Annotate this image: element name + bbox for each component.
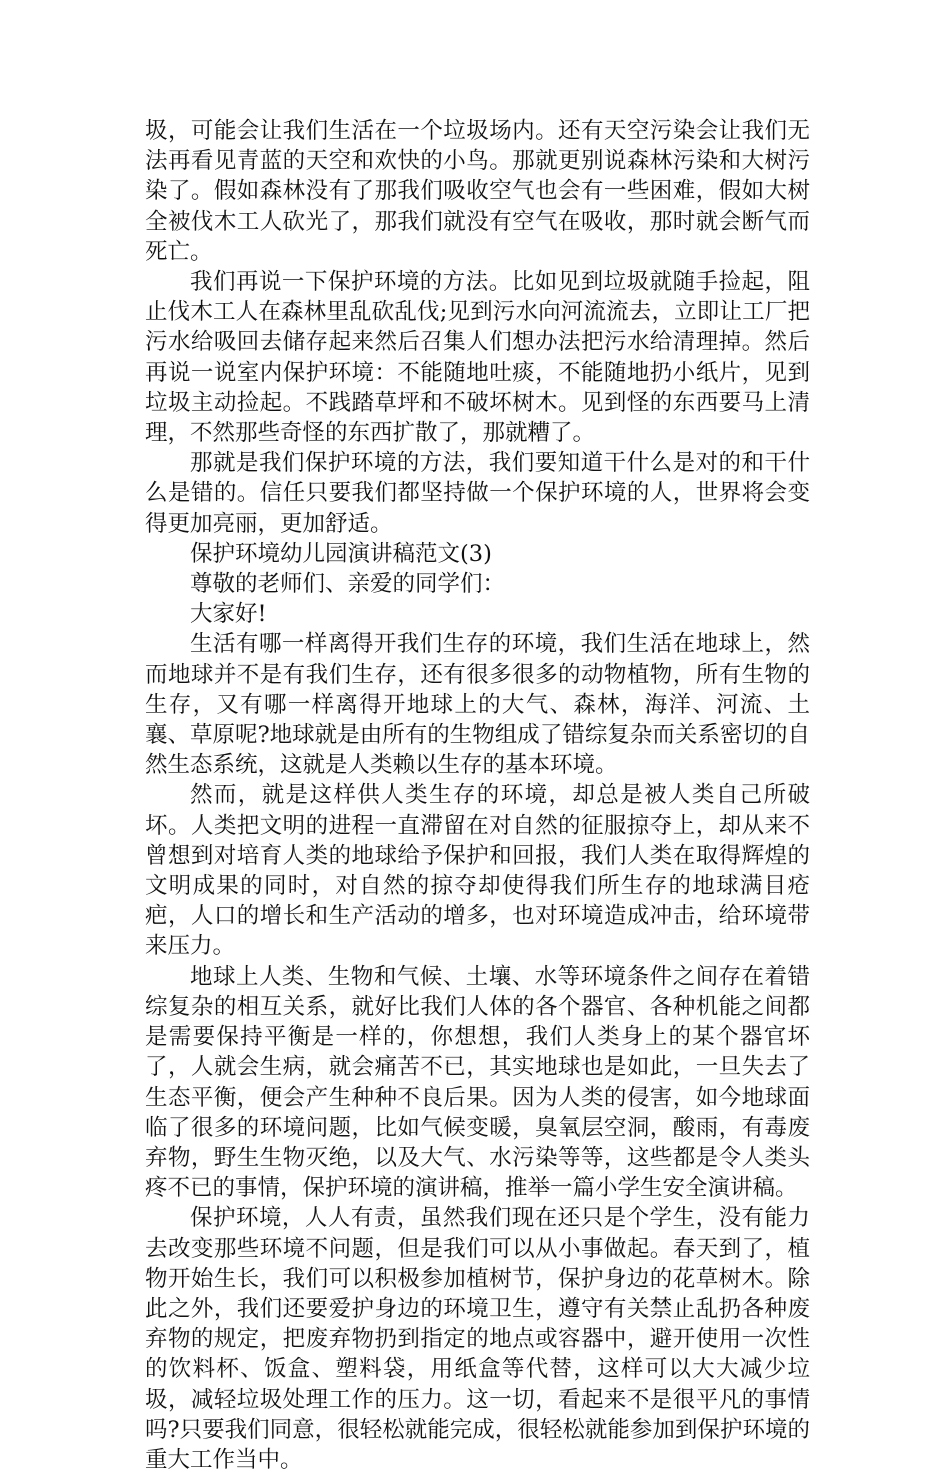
paragraph-protection-methods: 我们再说一下保护环境的方法。比如见到垃圾就随手捡起，阻止伐木工人在森林里乱砍乱伐;见到污水向河流流去，立即让工厂把污水给吸回去储存起来然后召集人们想办法把污水给清理掉。然后再说一说室内保护环境：不能随地吐痰，不能随地扔小纸片，见到垃圾主动捡起。不践踏草坪和不破坏树木。见到怪的东西要马上清理，不然那些奇怪的东西扩散了，那就糟了。 [145, 269, 810, 447]
paragraph-continued: 圾，可能会让我们生活在一个垃圾场内。还有天空污染会让我们无法再看见青蓝的天空和欢快的小鸟。那就更别说森林污染和大树污染了。假如森林没有了那我们吸收空气也会有一些困难，假如大树全被伐木工人砍光了，那我们就没有空气在吸收，那时就会断气而死亡。 [145, 118, 810, 265]
document-body [145, 116, 810, 1475]
paragraph-responsibility: 保护环境，人人有责，虽然我们现在还只是个学生，没有能力去改变那些环境不问题，但是我们可以从小事做起。春天到了，植物开始生长，我们可以积极参加植树节，保护身边的花草树木。除此之外，我们还要爱护身边的环境卫生，遵守有关禁止乱扔各种废弃物的规定，把废弃物扔到指定的地点或容器中，避开使用一次性的饮料杯、饭盒、塑料袋，用纸盒等代替，这样可以大大减少垃圾，减轻垃圾处理工作的压力。这一切，看起来不是很平凡的事情吗?只要我们同意，很轻松就能完成，很轻松就能参加到保护环境的重大工作当中。 [145, 1205, 810, 1473]
greeting: 大家好! [190, 601, 267, 628]
salutation: 尊敬的老师们、亲爱的同学们： [190, 571, 506, 598]
paragraph-environment-intro: 生活有哪一样离得开我们生存的环境，我们生活在地球上，然而地球并不是有我们生存，还有很多很多的动物植物，所有生物的生存，又有哪一样离得开地球上的大气、森林，海洋、河流、土襄、草原呢?地球就是由所有的生物组成了错综复杂而关系密切的自然生态系统，这就是人类赖以生存的基本环境。 [145, 631, 810, 779]
paragraph-human-damage: 然而，就是这样供人类生存的环境，却总是被人类自己所破坏。人类把文明的进程一直滞留在对自然的征服掠夺上，却从来不曾想到对培育人类的地球给予保护和回报，我们人类在取得辉煌的文明成果的同时，对自然的掠夺却使得我们所生存的地球满目疮疤，人口的增长和生产活动的增多，也对环境造成冲击，给环境带来压力。 [145, 782, 810, 960]
paragraph-ecological-balance: 地球上人类、生物和气候、土壤、水等环境条件之间存在着错综复杂的相互关系，就好比我们人体的各个器官、各种机能之间都是需要保持平衡是一样的，你想想，我们人类身上的某个器官坏了，人就会生病，就会痛苦不已，其实地球也是如此，一旦失去了生态平衡，便会产生种种不良后果。因为人类的侵害，如今地球面临了很多的环境问题，比如气候变暖，臭氧层空洞，酸雨，有毒废弃物，野生生物灭绝，以及大气、水污染等等，这些都是令人类头疼不已的事情，保护环境的演讲稿，推举一篇小学生安全演讲稿。 [145, 963, 810, 1202]
section-heading: 保护环境幼儿园演讲稿范文(3) [190, 540, 492, 567]
paragraph-conclusion: 那就是我们保护环境的方法，我们要知道干什么是对的和干什么是错的。信任只要我们都坚持做一个保护环境的人，世界将会变得更加亮丽，更加舒适。 [145, 450, 810, 537]
